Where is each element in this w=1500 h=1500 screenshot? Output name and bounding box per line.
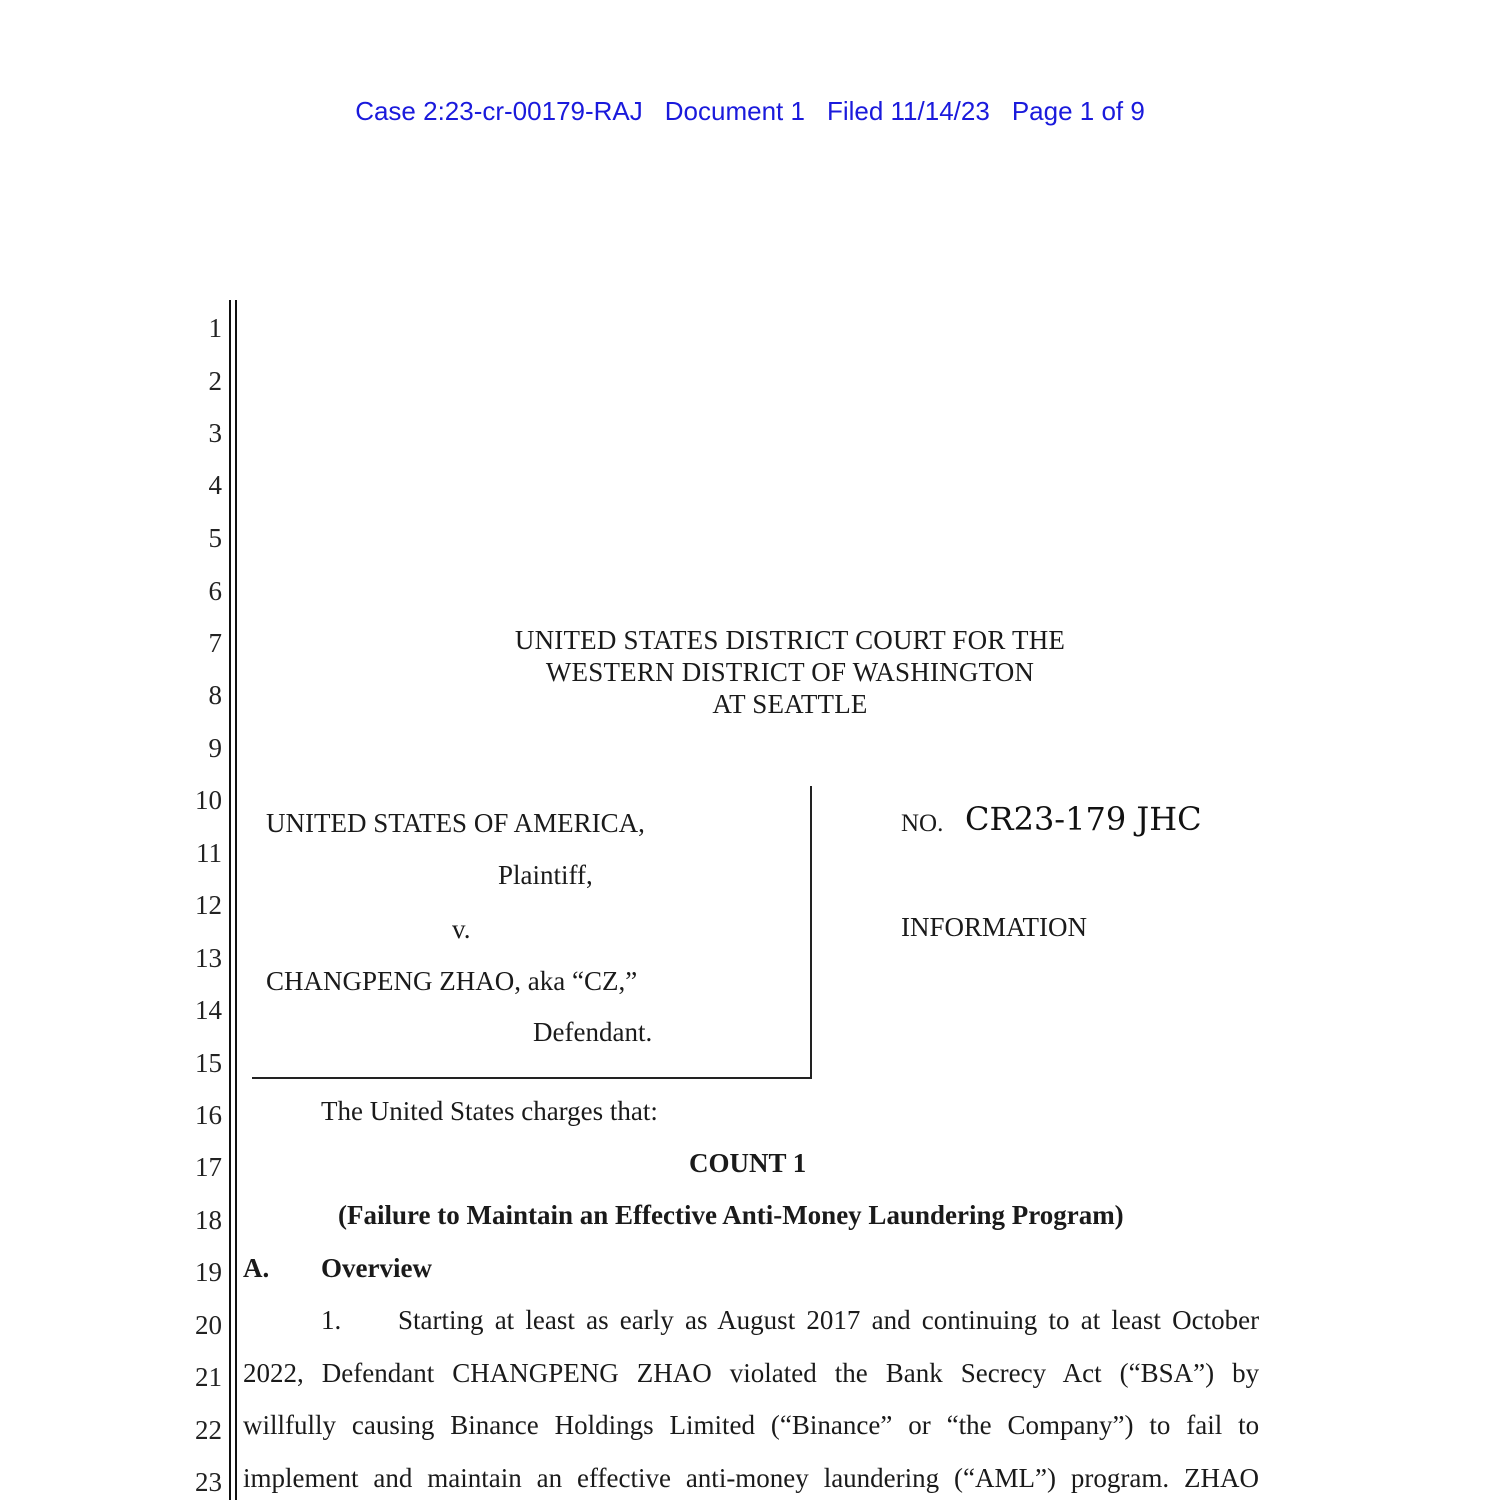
line-number: 8 — [208, 680, 222, 710]
line-number: 5 — [208, 523, 222, 553]
paragraph-line: Starting at least as early as August 2017 and continuing to at least October — [398, 1305, 1260, 1335]
document-number-header: Document 1 — [664, 96, 805, 126]
court-title — [240, 624, 1340, 720]
line-number: 14 — [195, 995, 222, 1025]
line-number: 3 — [208, 418, 222, 448]
paragraph-line: willfully causing Binance Holdings Limited (“Binance” or “the Company”) to fail to — [243, 1410, 1260, 1440]
court-title-line: AT SEATTLE — [712, 689, 868, 719]
line-number: 20 — [195, 1310, 222, 1340]
versus: v. — [452, 914, 471, 944]
paragraph-number: 1. — [321, 1305, 342, 1335]
line-number: 15 — [195, 1048, 222, 1078]
line-number: 17 — [195, 1152, 222, 1182]
line-number: 22 — [195, 1415, 222, 1445]
defendant-role: Defendant. — [533, 1017, 653, 1047]
defendant-name: CHANGPENG ZHAO, aka “CZ,” — [266, 966, 638, 996]
line-number: 23 — [195, 1467, 222, 1497]
section-letter: A. — [243, 1253, 270, 1283]
page-count-header: Page 1 of 9 — [1011, 96, 1145, 126]
court-title-line: WESTERN DISTRICT OF WASHINGTON — [545, 657, 1035, 687]
left-margin-rule — [235, 300, 237, 1500]
line-number: 19 — [195, 1257, 222, 1287]
plaintiff-role: Plaintiff, — [498, 860, 593, 890]
count-subtitle: (Failure to Maintain an Effective Anti-Money Laundering Program) — [338, 1200, 1124, 1230]
line-number: 4 — [208, 470, 222, 500]
line-number: 11 — [196, 838, 222, 868]
line-number: 12 — [195, 890, 222, 920]
line-number: 13 — [195, 943, 222, 973]
line-number: 6 — [208, 576, 222, 606]
document-type: INFORMATION — [901, 912, 1088, 942]
plaintiff-name: UNITED STATES OF AMERICA, — [266, 808, 645, 838]
case-number-header: Case 2:23-cr-00179-RAJ — [355, 96, 643, 126]
section-title: Overview — [321, 1253, 432, 1283]
court-title-line: UNITED STATES DISTRICT COURT FOR THE — [514, 625, 1066, 655]
case-header — [0, 96, 1500, 127]
case-no-label: NO. — [901, 810, 944, 837]
paragraph-line: implement and maintain an effective anti-money laundering (“AML”) program. ZHAO — [243, 1463, 1259, 1493]
filed-date-header: Filed 11/14/23 — [826, 96, 990, 126]
line-number: 18 — [195, 1205, 222, 1235]
charges-intro: The United States charges that: — [321, 1096, 658, 1126]
caption-underline — [252, 1077, 812, 1079]
paragraph-line: 2022, Defendant CHANGPENG ZHAO violated the Bank Secrecy Act (“BSA”) by — [243, 1358, 1260, 1388]
caption-divider — [810, 786, 812, 1078]
case-number: CR23-179 JHC — [965, 800, 1202, 838]
line-number: 21 — [195, 1362, 222, 1392]
line-number: 16 — [195, 1100, 222, 1130]
line-number: 9 — [208, 733, 222, 763]
line-number: 2 — [208, 366, 222, 396]
line-number: 7 — [208, 628, 222, 658]
count-title: COUNT 1 — [689, 1148, 807, 1178]
line-number: 1 — [208, 313, 222, 343]
line-number: 10 — [195, 785, 222, 815]
left-margin-rule — [229, 300, 231, 1500]
